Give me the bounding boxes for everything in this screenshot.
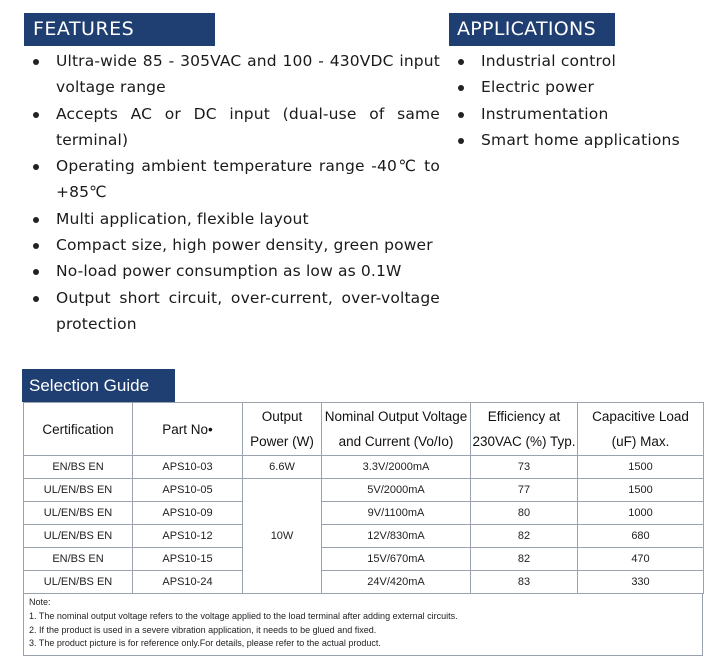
cell-capacitive-load: 1500 bbox=[578, 456, 704, 479]
table-row bbox=[24, 571, 704, 594]
application-item bbox=[456, 74, 706, 100]
cell-certification: UL/EN/BS EN bbox=[24, 525, 133, 548]
cell-voltage-current: 15V/670mA bbox=[322, 548, 471, 571]
applications-list bbox=[456, 48, 706, 153]
cell-voltage-current: 9V/1100mA bbox=[322, 502, 471, 525]
cell-output-power: 10W bbox=[243, 479, 322, 594]
features-heading: FEATURES bbox=[24, 13, 215, 46]
notes-box bbox=[23, 594, 703, 656]
cell-certification: EN/BS EN bbox=[24, 456, 133, 479]
bullet-icon bbox=[458, 138, 464, 144]
selection-guide-table bbox=[23, 402, 704, 594]
cell-output-power: 6.6W bbox=[243, 456, 322, 479]
cell-certification: UL/EN/BS EN bbox=[24, 571, 133, 594]
feature-text: Multi application, flexible layout bbox=[56, 209, 309, 228]
table-row bbox=[24, 548, 704, 571]
feature-item bbox=[30, 258, 440, 284]
column-header-certification: Certification bbox=[24, 403, 133, 456]
cell-efficiency: 80 bbox=[471, 502, 578, 525]
cell-part-no: APS10-09 bbox=[133, 502, 243, 525]
cell-certification: UL/EN/BS EN bbox=[24, 479, 133, 502]
feature-item bbox=[30, 232, 440, 258]
application-text: Smart home applications bbox=[481, 130, 680, 149]
cell-certification: EN/BS EN bbox=[24, 548, 133, 571]
cell-voltage-current: 24V/420mA bbox=[322, 571, 471, 594]
feature-item bbox=[30, 153, 440, 206]
feature-text: Ultra-wide 85 - 305VAC and 100 - 430VDC input voltage range bbox=[56, 52, 440, 97]
bullet-icon bbox=[33, 296, 39, 302]
bullet-icon bbox=[33, 269, 39, 275]
feature-item bbox=[30, 206, 440, 232]
application-item bbox=[456, 127, 706, 153]
cell-voltage-current: 5V/2000mA bbox=[322, 479, 471, 502]
bullet-icon bbox=[33, 243, 39, 249]
feature-text: No-load power consumption as low as 0.1W bbox=[56, 262, 402, 281]
note-line: 2. If the product is used in a severe vibration application, it needs to be glued and fixed. bbox=[29, 624, 377, 635]
cell-efficiency: 83 bbox=[471, 571, 578, 594]
application-item bbox=[456, 101, 706, 127]
cell-efficiency: 73 bbox=[471, 456, 578, 479]
application-text: Electric power bbox=[481, 78, 595, 97]
bullet-icon bbox=[458, 112, 464, 118]
table-row bbox=[24, 502, 704, 525]
cell-capacitive-load: 330 bbox=[578, 571, 704, 594]
cell-voltage-current: 12V/830mA bbox=[322, 525, 471, 548]
selection-guide-heading: Selection Guide bbox=[22, 369, 175, 402]
cell-part-no: APS10-03 bbox=[133, 456, 243, 479]
bullet-icon bbox=[33, 164, 39, 170]
note-title: Note: bbox=[29, 597, 51, 607]
table-row bbox=[24, 525, 704, 548]
table-header-row bbox=[24, 403, 704, 456]
feature-text: Compact size, high power density, green power bbox=[56, 236, 433, 255]
application-item bbox=[456, 48, 706, 74]
features-list bbox=[30, 48, 440, 337]
cell-capacitive-load: 470 bbox=[578, 548, 704, 571]
cell-efficiency: 77 bbox=[471, 479, 578, 502]
cell-voltage-current: 3.3V/2000mA bbox=[322, 456, 471, 479]
cell-capacitive-load: 680 bbox=[578, 525, 704, 548]
bullet-icon bbox=[33, 59, 39, 65]
column-header-voltage-current: Nominal Output Voltage and Current (Vo/Io) bbox=[322, 403, 471, 456]
cell-part-no: APS10-15 bbox=[133, 548, 243, 571]
note-line: 3. The product picture is for reference only.For details, please refer to the actual product. bbox=[29, 638, 381, 649]
column-header-output-power: Output Power (W) bbox=[243, 403, 322, 456]
cell-certification: UL/EN/BS EN bbox=[24, 502, 133, 525]
cell-capacitive-load: 1500 bbox=[578, 479, 704, 502]
column-header-capacitive-load: Capacitive Load (uF) Max. bbox=[578, 403, 704, 456]
table-row bbox=[24, 479, 704, 502]
cell-capacitive-load: 1000 bbox=[578, 502, 704, 525]
feature-item bbox=[30, 48, 440, 101]
applications-heading: APPLICATIONS bbox=[449, 13, 615, 46]
application-text: Industrial control bbox=[481, 52, 616, 70]
note-line: 1. The nominal output voltage refers to the voltage applied to the load terminal after adding external circuits. bbox=[29, 610, 458, 621]
cell-part-no: APS10-05 bbox=[133, 479, 243, 502]
bullet-icon bbox=[458, 59, 464, 65]
bullet-icon bbox=[33, 112, 39, 118]
cell-efficiency: 82 bbox=[471, 525, 578, 548]
column-header-efficiency: Efficiency at 230VAC (%) Typ. bbox=[471, 403, 578, 456]
bullet-icon bbox=[458, 85, 464, 91]
feature-item bbox=[30, 285, 440, 338]
table-row bbox=[24, 456, 704, 479]
feature-item bbox=[30, 101, 440, 154]
feature-text: Output short circuit, over-current, over-voltage protection bbox=[56, 288, 440, 333]
feature-text: Accepts AC or DC input (dual-use of same terminal) bbox=[56, 104, 440, 149]
feature-text: Operating ambient temperature range -40℃ to +85℃ bbox=[56, 157, 440, 202]
bullet-icon bbox=[33, 217, 39, 223]
cell-part-no: APS10-24 bbox=[133, 571, 243, 594]
column-header-part-no: Part No• bbox=[133, 403, 243, 456]
cell-part-no: APS10-12 bbox=[133, 525, 243, 548]
application-text: Instrumentation bbox=[481, 104, 609, 123]
cell-efficiency: 82 bbox=[471, 548, 578, 571]
